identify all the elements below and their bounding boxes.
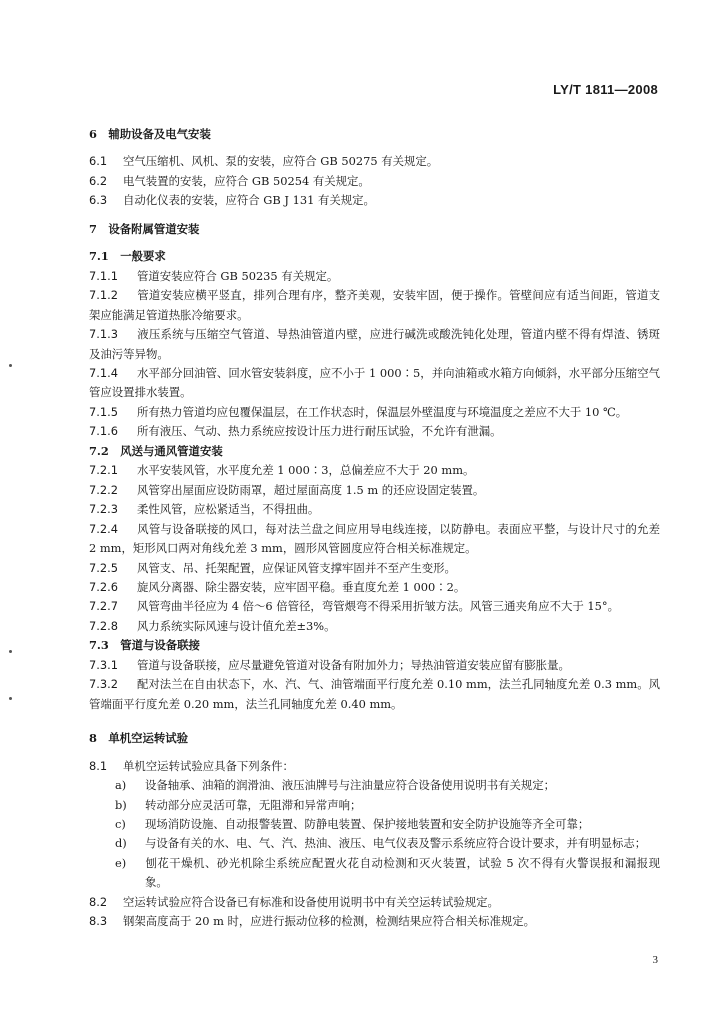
clause-item — [89, 191, 660, 210]
clause-number: 8.3 — [89, 914, 108, 929]
clause-number: 6.1 — [89, 154, 108, 169]
section-7-2-title: 7.2 风送与通风管道安装 — [89, 443, 223, 458]
clause-text: 旋风分离器、除尘器安装，应牢固平稳。垂直度允差 1 000∶2。 — [137, 579, 466, 594]
clause-number: 7.2.2 — [89, 482, 118, 497]
clause-number: 6.3 — [89, 193, 108, 208]
clause-text: 管道与设备联接，应尽量避免管道对设备有附加外力；导热油管道安装应留有膨胀量。 — [137, 657, 570, 672]
list-marker: b) — [115, 797, 127, 812]
clause-item — [89, 675, 660, 714]
clause-item — [89, 578, 660, 597]
list-item-text: 刨花干燥机、砂光机除尘系统应配置火花自动检测和灭火装置，试验 5 次不得有火警误报和漏报现象。 — [145, 855, 660, 890]
clause-item — [89, 422, 660, 441]
clause-item — [89, 617, 660, 636]
clause-number: 7.1.1 — [89, 268, 118, 283]
clause-number: 7.1.2 — [89, 288, 118, 303]
clause-number: 7.2.6 — [89, 579, 118, 594]
clause-text: 风管穿出屋面应设防雨罩，超过屋面高度 1.5 m 的还应设固定装置。 — [137, 482, 485, 497]
scan-mark — [9, 697, 12, 700]
clause-item — [89, 481, 660, 500]
section-6-title: 6 辅助设备及电气安装 — [89, 127, 211, 141]
clause-text: 管道安装应符合 GB 50235 有关规定。 — [137, 268, 339, 283]
clause-item — [89, 597, 660, 616]
clause-item — [89, 559, 660, 578]
list-item — [115, 815, 660, 834]
clause-text: 风管支、吊、托架配置，应保证风管支撑牢固并不至产生变形。 — [137, 560, 456, 575]
clause-item — [89, 461, 660, 480]
clause-text: 液压系统与压缩空气管道、导热油管道内壁，应进行碱洗或酸洗钝化处理，管道内壁不得有焊渣、锈斑及油污等异物。 — [89, 327, 660, 361]
clause-text: 水平安装风管，水平度允差 1 000∶3，总偏差应不大于 20 mm。 — [137, 463, 475, 478]
clause-number: 7.2.1 — [89, 463, 118, 478]
clause-item — [89, 656, 660, 675]
scan-mark — [9, 364, 12, 367]
clause-number: 7.1.3 — [89, 327, 118, 342]
clause-number: 8.2 — [89, 894, 108, 909]
clause-text: 配对法兰在自由状态下，水、汽、气、油管端面平行度允差 0.10 mm，法兰孔同轴度允差 0.3 mm。风管端面平行度允差 0.20 mm，法兰孔同轴度允差 0.40 mm。 — [89, 677, 660, 711]
document-body — [89, 125, 660, 932]
list-item — [115, 776, 660, 795]
list-item — [115, 854, 660, 893]
list-item-text: 现场消防设施、自动报警装置、防静电装置、保护接地装置和安全防护设施等齐全可靠； — [145, 816, 590, 831]
clause-text: 所有热力管道均应包覆保温层，在工作状态时，保温层外壁温度与环境温度之差应不大于 10 ℃。 — [137, 404, 628, 419]
clause-number: 6.2 — [89, 173, 108, 188]
clause-item — [89, 757, 660, 776]
clause-text: 空气压缩机、风机、泵的安装，应符合 GB 50275 有关规定。 — [123, 154, 439, 169]
clause-number: 8.1 — [89, 758, 108, 773]
clause-number: 7.2.5 — [89, 560, 118, 575]
clause-number: 7.2.7 — [89, 599, 118, 614]
clause-text: 水平部分回油管、回水管安装斜度，应不小于 1 000∶5，并向油箱或水箱方向倾斜，水平部分压缩空气管应设置排水装置。 — [89, 365, 660, 400]
clause-item — [89, 267, 660, 286]
clause-item — [89, 286, 660, 325]
clause-text: 管道安装应横平竖直，排列合理有序，整齐美观，安装牢固，便于操作。管壁间应有适当间距，管道支架应能满足管道热胀冷缩要求。 — [89, 288, 660, 322]
scan-mark — [9, 650, 12, 653]
clause-text: 所有液压、气动、热力系统应按设计压力进行耐压试验，不允许有泄漏。 — [137, 424, 502, 439]
clause-text: 钢架高度高于 20 m 时，应进行振动位移的检测，检测结果应符合相关标准规定。 — [123, 914, 536, 929]
clause-number: 7.2.4 — [89, 521, 118, 536]
list-marker: c) — [115, 816, 126, 831]
clause-number: 7.2.3 — [89, 502, 118, 517]
clause-number: 7.1.4 — [89, 365, 118, 380]
clause-item — [89, 364, 660, 403]
list-item-text: 转动部分应灵活可靠，无阻滞和异常声响； — [145, 797, 362, 812]
clause-number: 7.3.2 — [89, 677, 118, 692]
clause-number: 7.1.6 — [89, 424, 118, 439]
list-item — [115, 834, 660, 853]
list-item-text: 与设备有关的水、电、气、汽、热油、液压、电气仪表及警示系统应符合设计要求，并有明显标志； — [145, 836, 647, 851]
standard-code: LY/T 1811—2008 — [553, 82, 658, 97]
clause-text: 单机空运转试验应具备下列条件： — [123, 758, 294, 773]
clause-text: 自动化仪表的安装，应符合 GB J 131 有关规定。 — [123, 193, 375, 208]
list-marker: e) — [115, 855, 127, 870]
section-7-title: 7 设备附属管道安装 — [89, 221, 200, 236]
clause-text: 电气装置的安装，应符合 GB 50254 有关规定。 — [123, 173, 370, 188]
clause-number: 7.1.5 — [89, 404, 118, 419]
clause-number: 7.2.8 — [89, 618, 118, 633]
clause-item — [89, 893, 660, 912]
clause-text: 柔性风管，应松紧适当，不得扭曲。 — [137, 502, 320, 517]
clause-item — [89, 500, 660, 519]
clause-item — [89, 325, 660, 364]
clause-text: 空运转试验应符合设备已有标准和设备使用说明书中有关空运转试验规定。 — [123, 894, 499, 909]
page-number: 3 — [652, 954, 658, 966]
clause-item — [89, 912, 660, 931]
section-7-3-title: 7.3 管道与设备联接 — [89, 638, 200, 653]
clause-item — [89, 403, 660, 422]
clause-number: 7.3.1 — [89, 657, 118, 672]
list-item-text: 设备轴承、油箱的润滑油、液压油牌号与注油量应符合设备使用说明书有关规定； — [145, 778, 556, 793]
section-8-title: 8 单机空运转试验 — [89, 731, 189, 746]
list-item — [115, 796, 660, 815]
section-7-1-title: 7.1 一般要求 — [89, 249, 166, 264]
clause-item — [89, 172, 660, 191]
clause-text: 风力系统实际风速与设计值允差±3%。 — [137, 618, 336, 633]
clause-text: 风管弯曲半径应为 4 倍～6 倍管径，弯管煨弯不得采用折皱方法。风管三通夹角应不大于 15°。 — [137, 599, 620, 614]
list-marker: d) — [115, 836, 127, 851]
clause-item — [89, 520, 660, 559]
clause-text: 风管与设备联接的风口，每对法兰盘之间应用导电线连接，以防静电。表面应平整，与设计尺寸的允差 2 mm，矩形风口两对角线允差 3 mm，圆形风管圆度应符合相关标准规定。 — [89, 521, 660, 556]
clause-item — [89, 152, 660, 171]
list-marker: a) — [115, 778, 127, 793]
